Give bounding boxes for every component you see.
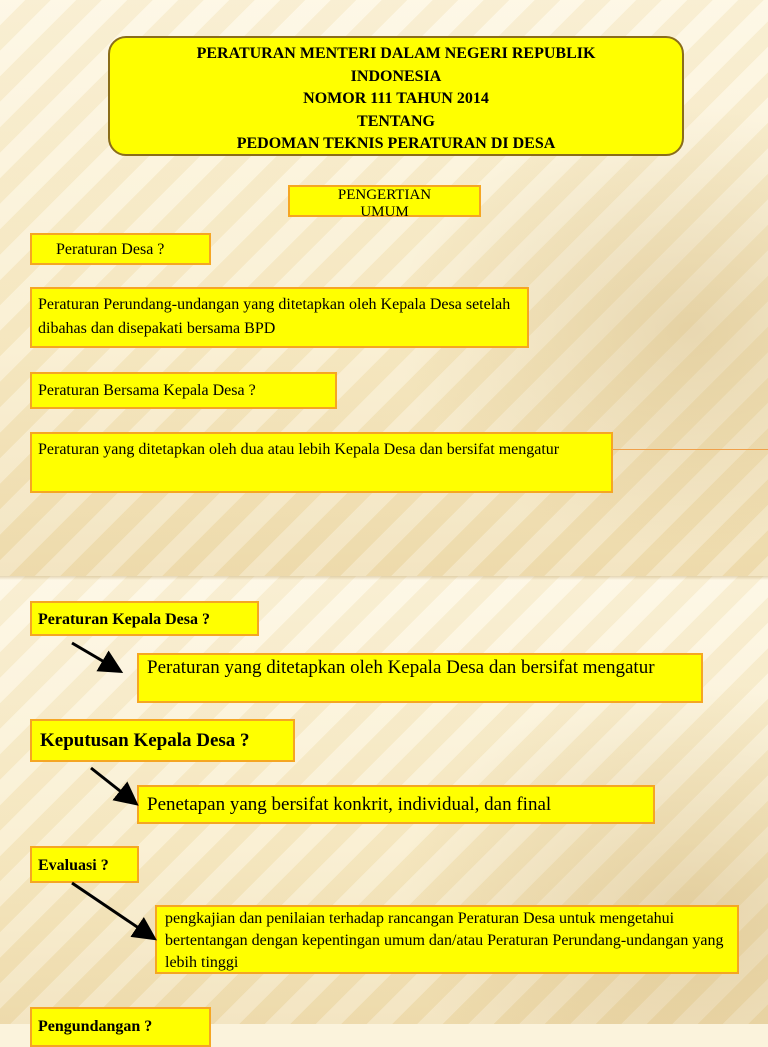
question-box	[30, 233, 211, 265]
question-text: Evaluasi ?	[38, 857, 109, 874]
question-box	[30, 372, 337, 409]
title-line: TENTANG	[357, 112, 435, 130]
slide-2	[0, 576, 768, 1035]
answer-box	[30, 287, 529, 348]
question-text: Peraturan Desa ?	[56, 241, 165, 258]
answer-text: Peraturan yang ditetapkan oleh Kepala Desa dan bersifat mengatur	[147, 657, 655, 678]
answer-box	[30, 432, 613, 493]
answer-text: pengkajian dan penilaian terhadap rancangan Peraturan Desa untuk mengetahui bertentangan dengan kepentingan umum dan/atau Peraturan Perundang-undangan yang lebih tinggi	[165, 910, 724, 971]
answer-text: Penetapan yang bersifat konkrit, individual, dan final	[147, 794, 552, 815]
title-line: INDONESIA	[350, 67, 442, 85]
arrow-icon	[72, 883, 152, 937]
title-line: NOMOR 111 TAHUN 2014	[303, 90, 489, 107]
section-heading-text: PENGERTIAN UMUM	[337, 187, 432, 220]
answer-text: Peraturan Perundang-undangan yang ditetapkan oleh Kepala Desa setelah dibahas dan disepakati bersama BPD	[38, 296, 511, 337]
answer-text: Peraturan yang ditetapkan oleh dua atau lebih Kepala Desa dan bersifat mengatur	[38, 441, 560, 458]
section-heading	[288, 185, 481, 220]
title-line: PERATURAN MENTERI DALAM NEGERI REPUBLIK	[196, 45, 596, 62]
question-text: Keputusan Kepala Desa ?	[40, 730, 250, 751]
question-text: Peraturan Kepala Desa ?	[38, 611, 210, 628]
decorative-line	[612, 449, 768, 450]
arrow-icon	[91, 768, 134, 802]
question-text: Peraturan Bersama Kepala Desa ?	[38, 382, 256, 399]
question-text: Pengundangan ?	[38, 1018, 153, 1035]
title-box	[108, 36, 684, 156]
title-line: PEDOMAN TEKNIS PERATURAN DI DESA	[236, 135, 556, 152]
arrows-layer	[0, 576, 768, 1024]
arrow-icon	[72, 643, 118, 670]
